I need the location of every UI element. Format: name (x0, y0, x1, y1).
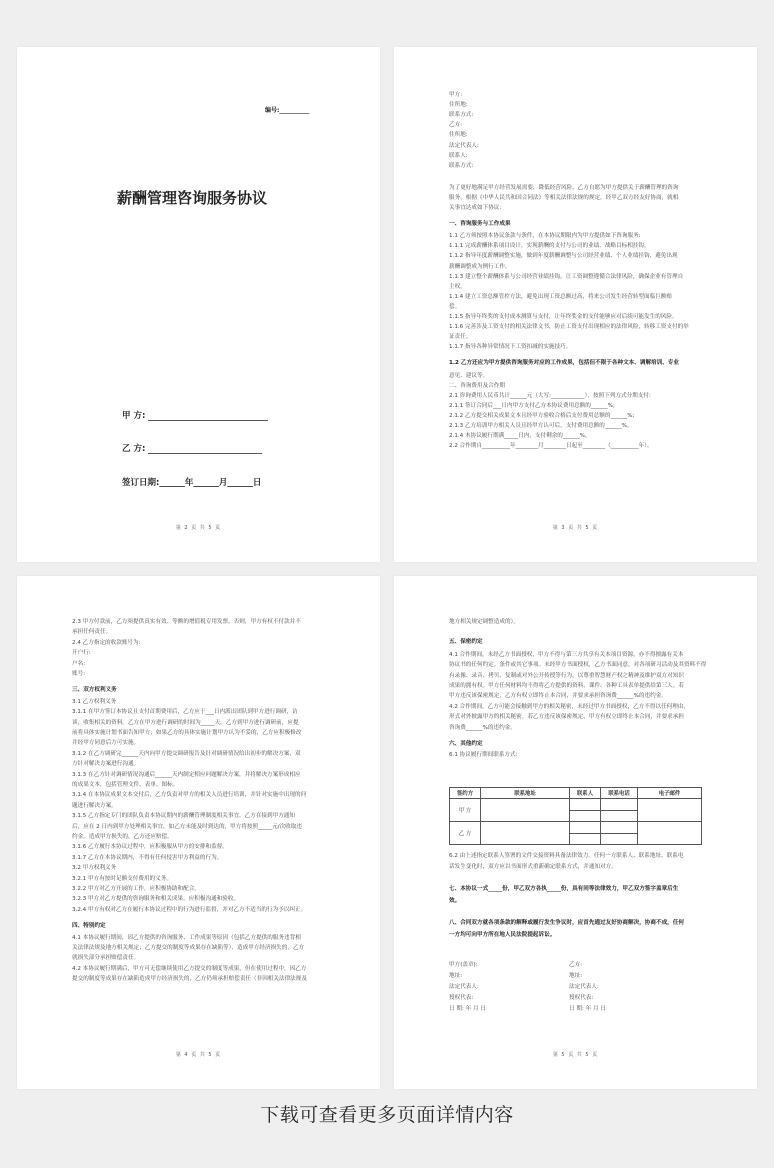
party-a-label: 甲 方: (122, 411, 146, 421)
text-line: 2.1.1 签订合同后___日内甲方支付乙方本协议费用总额的______%; (449, 402, 615, 409)
text-line: 偿。 (449, 303, 461, 310)
table-row-label: 甲 方 (450, 799, 481, 822)
table-cell (638, 822, 702, 845)
download-more-banner[interactable]: 下载可查看更多页面详情内容 (260, 1104, 514, 1126)
table-row (450, 822, 702, 834)
text-line: 2.2 合作期自__________年________月________日起至________（__________年）。 (449, 443, 653, 450)
party-b-sign-field: 授权代表: (569, 995, 594, 1001)
text-line: 3.1.1 在甲方签订本协议且支付首期费用后，乙方应于___日内派出团队到甲方进行调研，访 (72, 709, 298, 716)
text-line: 1.1.2 指导年度薪酬调整实施，做到年度薪酬调整与公司经营业绩、个人业绩挂钩，避免出现 (449, 253, 678, 260)
table-header-cell: 联系人 (570, 788, 601, 799)
text-line: 二、咨询费用及合作期 (449, 382, 505, 389)
text-line: 4.1 本协议履行期间，因乙方提供的咨询服务、工作成果等原因（包括乙方提供的服务违背相 (72, 934, 301, 941)
party-b-label: 乙 方: (122, 444, 146, 454)
table-cell (570, 810, 601, 822)
text-line: 就损失部分承担赔偿责任。 (72, 955, 140, 962)
text-line: 为了更好地满足甲方经营发展需要，降低经营风险，乙方自愿为甲方提供关于薪酬管理的咨询 (449, 184, 679, 191)
section-heading: 四、特别约定 (72, 923, 106, 930)
text-line: 薪酬调整成为例行工作。 (449, 263, 511, 270)
text-line: 3.1.7 乙方在本协议期内，不得有任何侵害甲方利益的行为。 (72, 854, 223, 861)
text-line: 3.1.6 乙方履行本协议过程中，应积极服从甲方的安排和监督。 (72, 844, 228, 851)
text-line: 1.1.4 建立工资总额管控方法，避免出现工资总额过高，将来公司发生经营转型面临巨额赔 (449, 293, 672, 300)
text-line: 3.1.3 在乙方针对调研情况沟通后______天内制定相应问题解决方案，并将解决方案形成相应 (72, 771, 301, 778)
text-line: 1.1.7 指导各种异常情况下工资扣减的实施技巧。 (449, 344, 572, 351)
text-line: 成果的拥有权。甲方任何材料均不得将乙方提供的资料、课件、各种工具表单提供给第三人。若 (449, 683, 684, 689)
text-line: 2.1.4 本协议履行期满_____日内，支付剩余的______%。 (449, 433, 591, 440)
text-line: 有录像、录音、拷贝、复制或对外公开传授等行为，以尊重智慧财产权之精神及维护双方对知识 (449, 672, 684, 679)
text-line: 法定代表人: (449, 142, 479, 149)
page-number: 第 3 页 共 5 页 (552, 525, 599, 531)
text-line: 联系方式: (449, 112, 474, 119)
text-line: 3.2 甲方权利义务 (72, 865, 117, 872)
text-line: 形式对外披露甲方的相关秘密。若乙方违反该保密规定，甲方有权立即终止本合同，并要求承担 (449, 714, 684, 721)
text-line: 乙方: (449, 122, 463, 129)
table-row-label: 乙 方 (450, 822, 481, 845)
text-line: 户名: (72, 660, 86, 667)
page-number: 第 4 页 共 5 页 (175, 1052, 222, 1058)
text-line: 主权。 (449, 283, 466, 290)
document-page-2 (17, 47, 380, 562)
text-line: 证责任。 (449, 334, 472, 341)
text-line: 甲方: (449, 92, 463, 98)
party-a-sign-field: 日 期: 年 月 日 (449, 1006, 486, 1012)
section-heading: 一、咨询服务与工作成果 (449, 221, 511, 228)
table-cell (638, 799, 702, 822)
document-title: 薪酬管理咨询服务协议 (117, 189, 268, 207)
text-line: 联系方式: (449, 162, 474, 169)
text-line: 2.3 甲方付款前，乙方须提供真实有效、等额的增值税专用发票。否则，甲方有权不付款并不 (72, 619, 301, 625)
text-line: 协议书的任何约定。条件或其它事项。未经甲方书面授权，乙方书面同意，对各项研习活动及其资料不得 (449, 662, 707, 669)
table-cell (601, 833, 638, 845)
text-line: 3.1.2 在乙方调研完______天内向甲方提交调研报告及针对调研情况给出初步的解决方案，双 (72, 750, 301, 757)
text-line: 的成果文本，包括管理文件、表单、图标。 (72, 782, 179, 788)
text-line: 谈，收集相关的资料。乙方在甲方进行调研的时间为_____天。乙方到甲方进行调研前，应提 (72, 719, 299, 726)
sign-date: 签订日期:______年______月______日 (122, 478, 262, 488)
clause-text: 一方均可向甲方所在地人民法院提起诉讼。 (449, 932, 556, 938)
text-line: 6.1 协议履行期间联系方式: (449, 752, 518, 759)
party-b-sign-field: 乙方: (569, 962, 583, 968)
party-b-line (148, 445, 262, 454)
party-b-sign-field: 法定代表人: (569, 984, 599, 990)
contact-table (449, 787, 702, 845)
section-heading: 五、保密约定 (449, 639, 483, 646)
text-line: 3.2.3 甲方对乙方提供的咨询服务和相关成果，应积极沟通和验收。 (72, 896, 240, 903)
text-line: 开户行: (72, 650, 91, 657)
table-header-cell: 签约方 (450, 788, 481, 799)
document-page-4 (17, 576, 380, 1089)
text-line: 意见、建议等。 (449, 372, 489, 379)
text-line: 2.1 咨询费用人民币共计______元（大写:____________），按照下列方式分期支付: (449, 392, 651, 399)
page-number: 第 5 页 共 5 页 (552, 1052, 599, 1058)
text-line: 前将具体实施计划书面告知甲方；如果乙方的具体实施计划甲方认为不妥的，乙方应积极修改 (72, 730, 302, 736)
party-a-line (148, 412, 268, 421)
text-line: 账号: (72, 671, 86, 677)
table-cell (570, 822, 601, 834)
text-line: 联系人: (449, 152, 468, 159)
document-page-3 (394, 47, 757, 562)
text-line: 题进行解决方案。 (72, 802, 117, 809)
text-line: 地方相关规定调整造成的）。 (449, 619, 519, 625)
text-line: 承担任何责任。 (72, 629, 112, 636)
table-cell (601, 799, 638, 811)
table-header-cell: 联系电话 (601, 788, 638, 799)
party-a-sign-field: 授权代表: (449, 995, 474, 1001)
table-cell (570, 833, 601, 845)
party-a-signature-row (122, 409, 268, 421)
table-cell (601, 810, 638, 822)
text-line: 住所地: (449, 102, 468, 109)
text-line: 3.1.4 在本协议成果文本交付后，乙方负责对甲方的相关人员进行培训，并针对实施中出现的问 (72, 792, 307, 799)
table-cell (481, 822, 570, 845)
section-heading: 1.2 乙方还应为甲方提供咨询服务对应的工作成果，包括但不限于各种文本、调解培训、专业 (449, 360, 680, 367)
contract-number-label: 编号:__________ (265, 107, 310, 114)
table-header-cell: 联系地址 (481, 788, 570, 799)
text-line: 2.1.3 乙方培训甲方相关人员且经甲方认可后，支付费用总额的______%。 (449, 423, 633, 429)
text-line: 后，应在 2 日内到甲方处理相关事宜，如乙方未能及时到达的，甲方将按照_____元/次收取违 (72, 823, 302, 830)
text-line: 1.1.3 建立整个薪酬体系与公司经营业绩挂钩，让工资调整遵循合法律风险，确保企业有管理自 (449, 273, 684, 280)
section-heading: 六、其他约定 (449, 741, 483, 747)
text-line: 1.1.5 指导年终奖的支付成本测算与支付，让年终奖金的支付能够应对后续可能发生的风险。 (449, 314, 678, 320)
section-heading: 三、双方权利义务 (72, 687, 117, 694)
text-line: 并经甲方同意后方可实施。 (72, 740, 140, 747)
text-line: 提交的制度等成果存在缺陷造成甲方经济损失的，乙方仍须承担赔偿责任（非因相关法律法规及 (72, 976, 307, 983)
party-b-sign-field: 日 期: 年 月 日 (569, 1006, 606, 1012)
clause-text: 七、本协议一式_____份，甲乙双方各执_____份，具有同等法律效力，甲乙双方签字盖章后生 (449, 886, 679, 892)
party-a-sign-field: 地址: (449, 973, 463, 979)
text-line: 住所地: (449, 132, 468, 139)
text-line: 3.1.5 乙方指定专门的团队负责本协议期内的薪酬管理制度相关事宜。乙方在接到甲方通知 (72, 813, 295, 820)
clause-text: 八、合同双方就各项条款的解释或履行发生争议时，应首先通过友好协商解决，协商不成，任何 (449, 920, 684, 926)
text-line: 2.1.2 乙方提交相关成果文本且经甲方验收合格后支付费用总额的______%; (449, 412, 635, 419)
document-page-5 (394, 576, 757, 1089)
text-line: 关事宜达成如下协议: (449, 205, 502, 211)
table-row (450, 799, 702, 811)
text-line: 甲方违反该保密规定，乙方有权立即终止本合同，并要求承担咨询费______%的违约金。 (449, 693, 667, 700)
party-b-signature-row (122, 442, 262, 454)
text-line: 6.2 由上述指定联系人签署的文件交接资料具备法律效力。任何一方联系人、联系地址、联系电 (449, 853, 684, 859)
text-line: 3.1 乙方权利义务 (72, 698, 117, 705)
text-line: 方针对解决方案进行沟通。 (72, 761, 140, 768)
text-line: 1.1.1 完成薪酬体系项目设计，实现薪酬的支付与公司的业绩、战略目标相挂钩。 (449, 243, 650, 250)
text-line: 关法律法规及地方相关规定；乙方提交的制度等成果存在缺陷等），造成甲方经济损失的，乙方 (72, 945, 305, 951)
table-header-row (450, 788, 702, 799)
page-number: 第 2 页 共 5 页 (175, 525, 222, 531)
text-line: 3.2.1 甲方有按时足额支付费用的义务。 (72, 875, 172, 882)
text-line: 1.1.6 完善涉及工资支付的相关法律文书，防止工资支付出现相应的法律风险，转移工资支付的举 (449, 324, 689, 331)
table-header-cell: 电子邮件 (638, 788, 702, 799)
text-line: 4.2 合作期间，乙方可能会接触到甲方的相关秘密，未经过甲方书面授权，乙方不得以任何理由， (449, 703, 690, 710)
text-line: 3.2.4 甲方有权对乙方在履行本协议过程中的行为进行监督，并对乙方不适当的行为予以纠正。 (72, 906, 307, 913)
clause-text: 效。 (449, 898, 461, 904)
text-line: 1.1 乙方须按照本协议条款与条件，在本协议期限内为甲方提供如下咨询服务: (449, 233, 641, 240)
party-a-sign-field: 甲方(盖章): (449, 962, 478, 968)
party-a-sign-field: 法定代表人: (449, 984, 479, 990)
text-line: 4.1 合作期间，未经乙方书面授权，甲方不得与第三方共享有关本项目资源，亦不得擅露有关本 (449, 651, 684, 658)
party-b-sign-field: 地址: (569, 973, 583, 979)
text-line: 话发生变化时，双方应以书面形式重新确定联系方式，并通知对方。 (449, 864, 617, 870)
text-line: 咨询费______%的违约金。 (449, 724, 516, 731)
table-cell (570, 799, 601, 811)
table-cell (601, 822, 638, 834)
text-line: 4.2 本协议履行期满后，甲方可无偿继续使用乙方提交的制度等成果，但在使用过程中，因乙方 (72, 965, 307, 972)
text-line: 3.2.2 甲方对乙方开展的工作，应积极协助和配合。 (72, 886, 200, 892)
text-line: 2.4 乙方指定的收款账号为: (72, 639, 141, 646)
table-cell (481, 799, 570, 822)
text-line: 服务。根据《中华人民共和国合同法》等相关法律法规的规定，经甲乙双方经友好协商，就相 (449, 194, 679, 201)
text-line: 约金。造成甲方损失的，乙方还应赔偿。 (72, 834, 173, 840)
